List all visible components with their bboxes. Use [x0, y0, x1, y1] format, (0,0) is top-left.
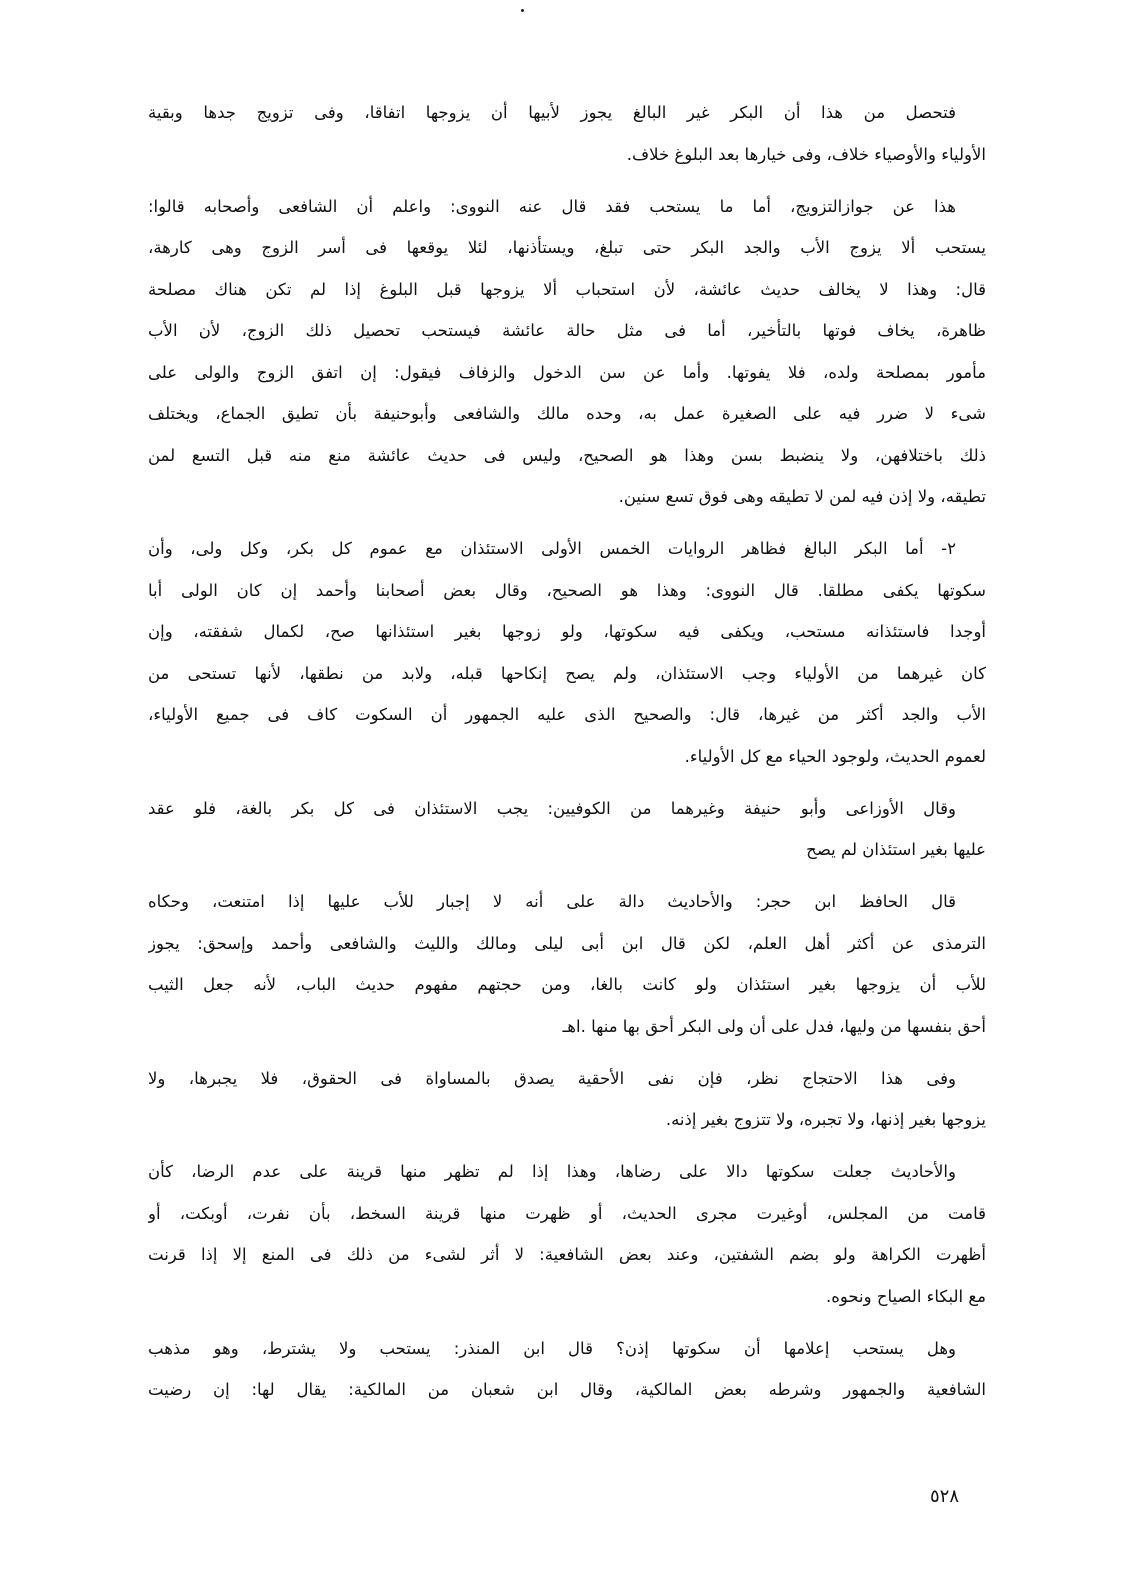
text-line: هذا عن جوازالتزويج، أما ما يستحب فقد قال عنه النووى: واعلم أن الشافعى وأصحابه قالوا: [148, 196, 956, 216]
paragraph [148, 881, 986, 1047]
text-line: للأب أن يزوجها بغير استئذان ولو كانت بالغا، ومن حجتهم مفهوم حديث الباب، لأنه جعل الثيب [148, 975, 986, 994]
page-number: ٥٢٨ [930, 1486, 960, 1507]
paragraph [148, 1151, 986, 1317]
text-line: الترمذى عن أكثر أهل العلم، لكن قال ابن أبى ليلى ومالك والليث والشافعى وأحمد وإسحق: يجوز [148, 933, 986, 953]
text-line: ظاهرة، يخاف فوتها بالتأخير، أما فى مثل حالة عائشة فيستحب تحصيل ذلك الزوج، لأن الأب [148, 321, 986, 340]
paragraph [148, 186, 986, 518]
text-line: وفى هذا الاحتجاج نظر، فإن نفى الأحقية يصدق بالمساواة فى الحقوق، فلا يجبرها، ولا [148, 1068, 956, 1088]
text-line: أظهرت الكراهة ولو بضم الشفتين، وعند بعض الشافعية: لا أثر لشىء من ذلك فى المنع إلا إذا قرنت [148, 1245, 986, 1264]
text-line: قال: وهذا لا يخالف حديث عائشة، لأن استحباب ألا يزوجها قبل البلوغ إذا لم تكن هناك مصلحة [148, 279, 986, 299]
paragraph [148, 1328, 986, 1411]
text-line: لعموم الحديث، ولوجود الحياء مع كل الأولياء. [684, 746, 986, 766]
text-line: الشافعية والجمهور وشرطه بعض المالكية، وقال ابن شعبان من المالكية: يقال لها: إن رضيت [148, 1380, 986, 1399]
paragraph [148, 92, 986, 175]
text-line: مع البكاء الصياح ونحوه. [825, 1286, 986, 1306]
paragraph [148, 788, 986, 871]
page-body-text [148, 92, 986, 1421]
text-line: والأحاديث جعلت سكوتها دالا على رضاها، وهذا إذا لم تظهر منها قرينة على عدم الرضا، كأن [148, 1162, 956, 1181]
text-line: وقال الأوزاعى وأبو حنيفة وغيرهما من الكوفيين: يجب الاستئذان فى كل بكر بالغة، فلو عقد [148, 798, 956, 818]
text-line: الأولياء والأوصياء خلاف، وفى خيارها بعد البلوغ خلاف. [626, 144, 986, 164]
text-line: وهل يستحب إعلامها أن سكوتها إذن؟ قال ابن المنذر: يستحب ولا يشترط، وهو مذهب [148, 1338, 956, 1358]
text-line: ذلك باختلافهن، ولا ينضبط بسن وهذا هو الصحيح، وليس فى حديث عائشة منع منه قبل التسع لمن [148, 445, 986, 465]
text-line: أحق بنفسها من وليها، فدل على أن ولى البكر أحق بها منها .اهـ [562, 1016, 986, 1036]
scan-speck [521, 9, 524, 12]
text-line: عليها بغير استئذان لم يصح [806, 840, 986, 859]
text-line: أوجدا فاستئذانه مستحب، ويكفى فيه سكوتها، ولو زوجها بغير استئذانها صح، لكمال شفقته، وإن [148, 622, 986, 641]
text-line: تطيقه، ولا إذن فيه لمن لا تطيقه وهى فوق تسع سنين. [618, 487, 986, 506]
paragraph [148, 1058, 986, 1141]
text-line: شىء لا ضرر فيه على الصغيرة عمل به، وحده مالك والشافعى وأبوحنيفة بأن تطيق الجماع، ويختلف [148, 404, 986, 423]
paragraph [148, 528, 986, 777]
text-line: يستحب ألا يزوج الأب والجد البكر حتى تبلغ، ويستأذنها، لئلا يوقعها فى أسر الزوج وهى كارهة، [148, 238, 986, 257]
text-line: سكوتها يكفى مطلقا. قال النووى: وهذا هو الصحيح، وقال بعض أصحابنا وأحمد إن كان الولى أبا [148, 580, 986, 600]
text-line: كان غيرهما من الأولياء وجب الاستئذان، ولم يصح إنكاحها قبله، ولابد من نطقها، لأنها تستحى من [148, 663, 986, 683]
text-line: قامت من المجلس، أوغيرت مجرى الحديث، أو ظهرت منها قرينة السخط، بأن نفرت، أوبكت، أو [148, 1203, 986, 1223]
text-line: فتحصل من هذا أن البكر غير البالغ يجوز لأبيها أن يزوجها اتفاقا، وفى تزويج جدها وبقية [148, 103, 956, 122]
text-line: مأمور بمصلحة ولده، فلا يفوتها. وأما عن سن الدخول والزفاف فيقول: إن اتفق الزوج والولى على [148, 362, 986, 382]
text-line: الأب والجد أكثر من غيرها، قال: والصحيح الذى عليه الجمهور أن السكوت كاف فى جميع الأولياء، [148, 705, 986, 724]
text-line: قال الحافظ ابن حجر: والأحاديث دالة على أنه لا إجبار للأب عليها إذا امتنعت، وحكاه [148, 892, 956, 911]
text-line: يزوجها بغير إذنها، ولا تجبره، ولا تتزوج بغير إذنه. [665, 1110, 986, 1129]
text-line: ٢- أما البكر البالغ فظاهر الروايات الخمس الأولى الاستئذان مع عموم كل بكر، وكل ولى، وأن [148, 539, 956, 558]
